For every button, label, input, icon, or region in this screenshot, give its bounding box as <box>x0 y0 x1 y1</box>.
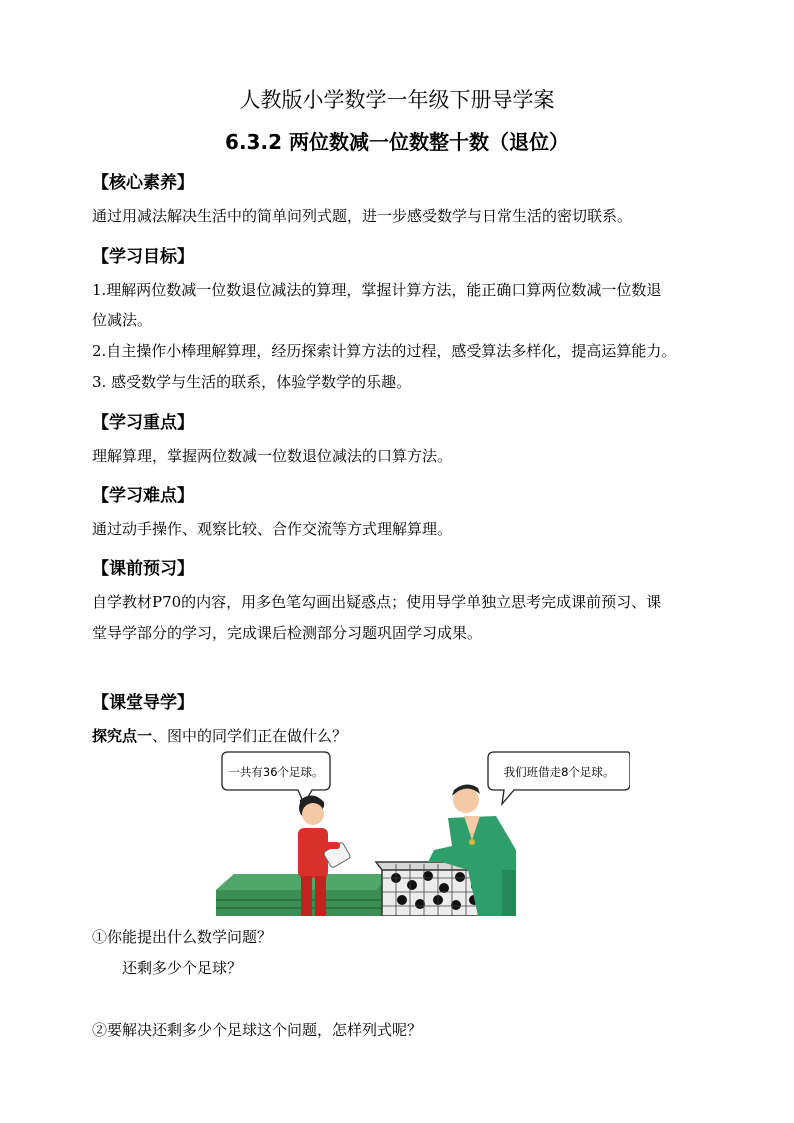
heading-core: 【核心素养】 <box>92 173 194 193</box>
lesson-title: 6.3.2 两位数减一位数整十数（退位） <box>225 130 569 154</box>
explore-label: 探究点一 <box>92 727 153 745</box>
answer-1: 还剩多少个足球？ <box>122 959 243 977</box>
heading-key: 【学习重点】 <box>92 413 194 433</box>
heading-guide: 【课堂导学】 <box>92 693 194 713</box>
key-text: 理解算理，掌握两位数减一位数退位减法的口算方法。 <box>92 447 453 465</box>
bubble-left-text: 一共有36个足球。 <box>228 765 324 779</box>
heading-difficulty: 【学习难点】 <box>92 486 194 506</box>
question-1: ①你能提出什么数学问题？ <box>92 928 273 946</box>
difficulty-text: 通过动手操作、观察比较、合作交流等方式理解算理。 <box>92 520 453 538</box>
explore-text: 、图中的同学们正在做什么？ <box>152 727 348 745</box>
goal-2: 2.自主操作小棒理解算理，经历探索计算方法的过程，感受算法多样化，提高运算能力。 <box>92 342 677 360</box>
question-2: ②要解决还剩多少个足球这个问题，怎样列式呢？ <box>92 1021 423 1039</box>
heading-goals: 【学习目标】 <box>92 247 194 267</box>
football-illustration <box>216 750 630 916</box>
bubble-right-text: 我们班借走8个足球。 <box>503 765 615 779</box>
goal-1-line1: 1.理解两位数减一位数退位减法的算理，掌握计算方法，能正确口算两位数减一位数退 <box>92 281 662 299</box>
core-text: 通过用减法解决生活中的简单问列式题，进一步感受数学与日常生活的密切联系。 <box>92 207 633 225</box>
heading-preview: 【课前预习】 <box>92 559 194 579</box>
explore-question <box>92 721 707 751</box>
goal-3: 3. 感受数学与生活的联系，体验学数学的乐趣。 <box>92 373 412 391</box>
preview-line2: 堂导学部分的学习，完成课后检测部分习题巩固学习成果。 <box>92 624 483 642</box>
goal-1-line2: 位减法。 <box>92 311 153 329</box>
document-title: 人教版小学数学一年级下册导学案 <box>239 88 555 112</box>
preview-line1: 自学教材P70的内容，用多色笔勾画出疑惑点；使用导学单独立思考完成课前预习、课 <box>92 593 662 611</box>
